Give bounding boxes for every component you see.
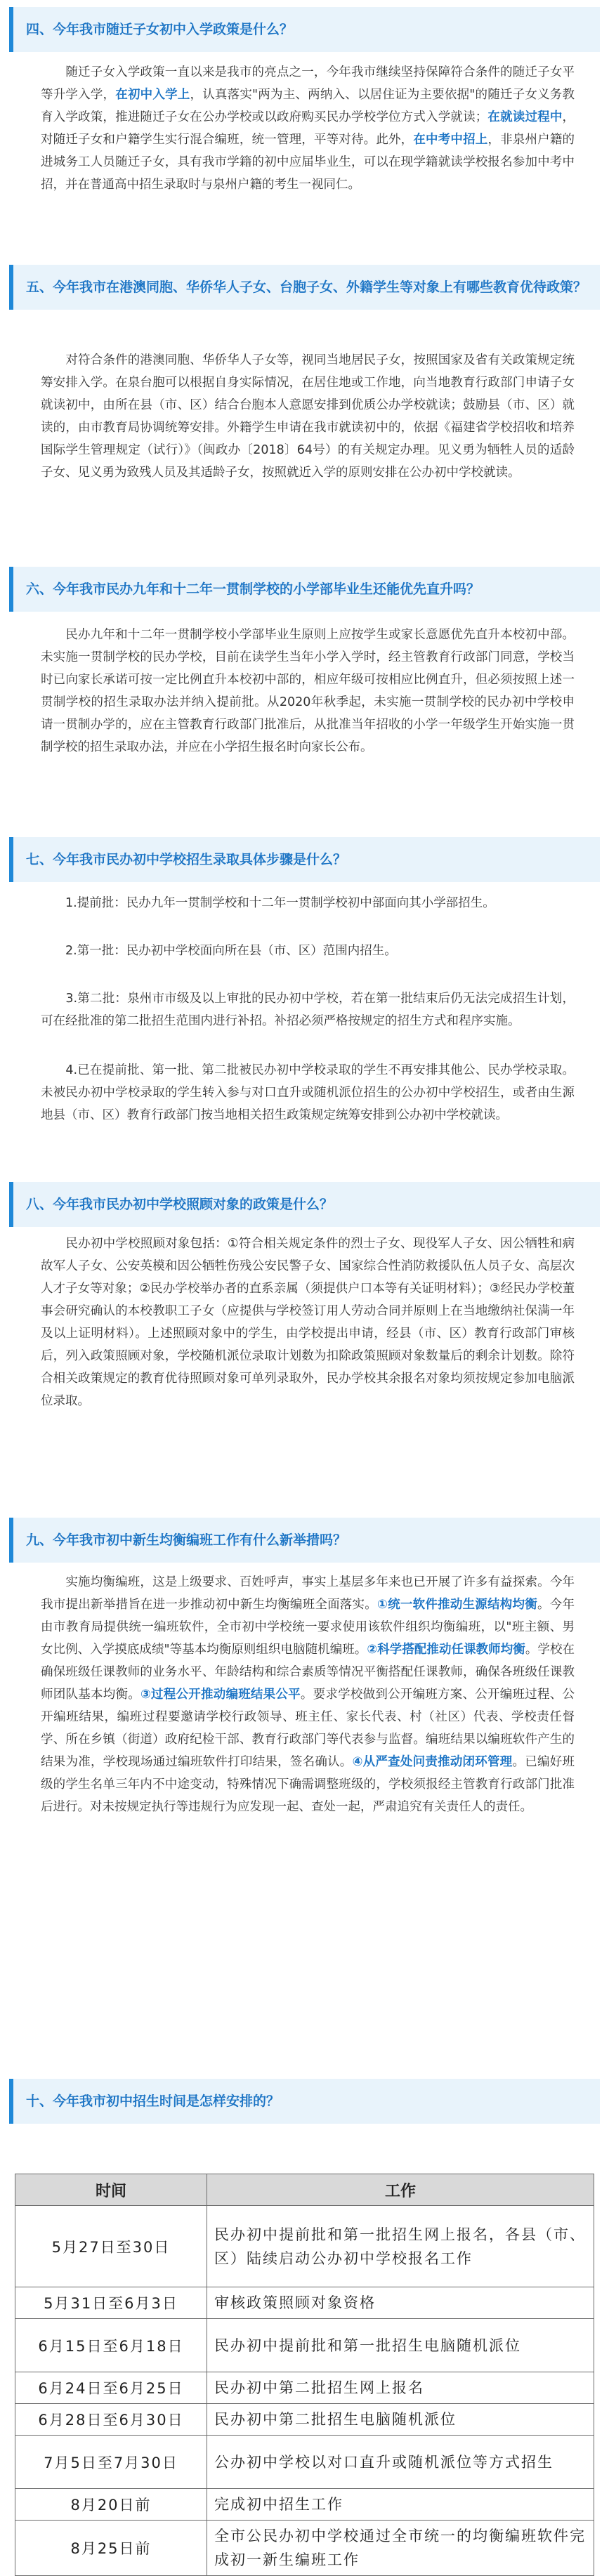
section-heading: 四、今年我市随迁子女初中入学政策是什么？ xyxy=(9,7,600,52)
table-row xyxy=(15,2489,594,2521)
schedule-work-cell: 公办初中学校以对口直升或随机派位等方式招生 xyxy=(207,2436,594,2489)
column-header-work: 工作 xyxy=(207,2174,594,2206)
section-paragraph: 实施均衡编班，这是上级要求、百姓呼声，事实上基层多年来也已开展了许多有益探索。今年我市提出新举措旨在进一步推动初中新生均衡编班全面落实。①统一软件推动生源结构均衡。今年由市教育局提供统一编班软件，全市初中学校统一要求使用该软件组织均衡编班，以"班主额、男女比例、入学摸底成绩"等基本均衡原则组织电脑随机编班。②科学搭配推动任课教师均衡。学校在确保班级任课教师的业务水平、年龄结构和综合素质等情况平衡搭配任课教师，确保各班级任课教师团队基本均衡。③过程公开推动编班结果公平。要求学校做到公开编班方案、公开编班过程、公开编班结果，编班过程要邀请学校行政领导、班主任、家长代表、村（社区）代表、学校责任督学、所在乡镇（街道）政府纪检干部、教育行政部门等代表参与监督。编班结果以编班软件产生的结果为准，学校现场通过编班软件打印结果，签名确认。④从严查处问责推动闭环管理。已编好班级的学生名单三年内不中途变动，特殊情况下确需调整班级的，学校须报经主管教育行政部门批准后进行。对未按规定执行等违规行为应发现一起、查处一起，严肃追究有关责任人的责任。 xyxy=(41,1575,575,1814)
section-heading: 六、今年我市民办九年和十二年一贯制学校的小学部毕业生还能优先直升吗？ xyxy=(9,567,600,612)
section-paragraph: 对符合条件的港澳同胞、华侨华人子女等，视同当地居民子女，按照国家及省有关政策规定统筹安排入学。在泉台胞可以根据自身实际情况，在居住地或工作地，向当地教育行政部门申请子女就读初中，由所在县（市、区）结合台胞本人意愿安排到优质公办学校就读；鼓励县（市、区）就读的，由市教育局协调统筹安排。外籍学生申请在我市就读初中的，依据《福建省学校招收和培养国际学生管理规定（试行）》（闽政办〔2018〕64号）的有关规定办理。见义勇为牺牲人员的适龄子女、见义勇为致残人员及其适龄子女，按照就近入学的原则安排在公办初中学校就读。 xyxy=(41,353,575,480)
table-header-row xyxy=(15,2174,594,2206)
highlight-phrase: 在初中入学上 xyxy=(115,88,190,102)
schedule-time-cell: 6月15日至6月18日 xyxy=(15,2319,207,2372)
section-heading: 七、今年我市民办初中学校招生录取具体步骤是什么？ xyxy=(9,837,600,882)
section-paragraph: 3.第二批：泉州市市级及以上审批的民办初中学校，若在第一批结束后仍无法完成招生计划，可在经批准的第二批招生范围内进行补招。补招必须严格按规定的招生方式和程序实施。 xyxy=(41,992,575,1028)
section-paragraph: 1.提前批：民办九年一贯制学校和十二年一贯制学校初中部面向其小学部招生。 xyxy=(65,896,495,910)
table-row xyxy=(15,2319,594,2372)
section-paragraph: 民办九年和十二年一贯制学校小学部毕业生原则上应按学生或家长意愿优先直升本校初中部。未实施一贯制学校的民办学校，目前在读学生当年小学入学时，经主管教育行政部门同意，学校当时已向家长承诺可按一定比例直升本校初中部的，相应年级可按相应比例直升，但必须按照上述一贯制学校的招生录取办法并纳入提前批。从2020年秋季起，未实施一贯制学校的民办初中学校申请一贯制办学的，应在主管教育行政部门批准后，从批准当年招收的小学一年级学生开始实施一贯制学校的招生录取办法，并应在小学招生报名时向家长公布。 xyxy=(41,628,575,754)
schedule-work-cell: 民办初中提前批和第一批招生电脑随机派位 xyxy=(207,2319,594,2372)
table-row xyxy=(15,2287,594,2319)
schedule-time-cell: 8月25日前 xyxy=(15,2521,207,2576)
section-heading: 九、今年我市初中新生均衡编班工作有什么新举措吗？ xyxy=(9,1518,600,1563)
highlight-phrase: ④从严查处问责推动闭环管理 xyxy=(352,1755,513,1769)
schedule-time-cell: 7月5日至7月30日 xyxy=(15,2436,207,2489)
schedule-work-cell: 审核政策照顾对象资格 xyxy=(207,2287,594,2319)
table-row xyxy=(15,2521,594,2576)
section-heading: 五、今年我市在港澳同胞、华侨华人子女、台胞子女、外籍学生等对象上有哪些教育优待政策？ xyxy=(9,265,600,310)
section-paragraph: 4.已在提前批、第一批、第二批被民办初中学校录取的学生不再安排其他公、民办学校录取。未被民办初中学校录取的学生转入参与对口直升或随机派位招生的公办初中学校招生，或者由生源地县（市、区）教育行政部门按当地相关招生政策规定统筹安排到公办初中学校就读。 xyxy=(41,1063,575,1122)
schedule-work-cell: 民办初中第二批招生电脑随机派位 xyxy=(207,2404,594,2436)
section-heading: 十、今年我市初中招生时间是怎样安排的？ xyxy=(9,2079,600,2124)
schedule-time-cell: 6月24日至6月25日 xyxy=(15,2372,207,2404)
section-paragraph: 民办初中学校照顾对象包括：①符合相关规定条件的烈士子女、现役军人子女、因公牺牲和病故军人子女、公安英模和因公牺牲伤残公安民警子女、国家综合性消防救援队伍人员子女、高层次人才子女等对象；②民办学校举办者的直系亲属（须提供户口本等有关证明材料）；③经民办学校董事会研究确认的本校教职工子女（应提供与学校签订用人劳动合同并原则上在当地缴纳社保满一年及以上证明材料）。上述照顾对象中的学生，由学校提出申请，经县（市、区）教育行政部门审核后，列入政策照顾对象，学校随机派位录取计划数为扣除政策照顾对象数量后的剩余计划数。除符合相关政策规定的教育优待照顾对象可单列录取外，民办学校其余报名对象均须按规定参加电脑派位录取。 xyxy=(41,1237,575,1408)
schedule-time-cell: 5月31日至6月3日 xyxy=(15,2287,207,2319)
section-paragraph: 随迁子女入学政策一直以来是我市的亮点之一，今年我市继续坚持保障符合条件的随迁子女平等升学入学，在初中入学上，认真落实"两为主、两纳入、以居住证为主要依据"的随迁子女义务教育入学政策，推进随迁子女在公办学校或以政府购买民办学校学位方式入学就读；在就读过程中，对随迁子女和户籍学生实行混合编班，统一管理，平等对待。此外，在中考中招上，非泉州户籍的进城务工人员随迁子女，具有我市学籍的初中应届毕业生，可以在现学籍就读学校报名参加中考中招，并在普通高中招生录取时与泉州户籍的考生一视同仁。 xyxy=(41,65,575,192)
schedule-work-cell: 完成初中招生工作 xyxy=(207,2489,594,2521)
section-heading: 八、今年我市民办初中学校照顾对象的政策是什么？ xyxy=(9,1182,600,1227)
highlight-phrase: ③过程公开推动编班结果公平 xyxy=(140,1688,301,1702)
highlight-phrase: ②科学搭配推动任课教师均衡 xyxy=(367,1643,525,1657)
table-row xyxy=(15,2206,594,2287)
table-row xyxy=(15,2436,594,2489)
schedule-time-cell: 8月20日前 xyxy=(15,2489,207,2521)
schedule-time-cell: 6月28日至6月30日 xyxy=(15,2404,207,2436)
schedule-time-cell: 5月27日至30日 xyxy=(15,2206,207,2287)
schedule-work-cell: 民办初中提前批和第一批招生网上报名，各县（市、区）陆续启动公办初中学校报名工作 xyxy=(207,2206,594,2287)
table-row xyxy=(15,2404,594,2436)
schedule-work-cell: 民办初中第二批招生网上报名 xyxy=(207,2372,594,2404)
schedule-table xyxy=(15,2174,594,2576)
section-paragraph: 2.第一批：民办初中学校面向所在县（市、区）范围内招生。 xyxy=(65,944,397,958)
highlight-phrase: ①统一软件推动生源结构均衡 xyxy=(377,1598,538,1612)
table-row xyxy=(15,2372,594,2404)
highlight-phrase: 在就读过程中 xyxy=(487,110,563,124)
schedule-work-cell: 全市公民办初中学校通过全市统一的均衡编班软件完成初一新生编班工作 xyxy=(207,2521,594,2576)
highlight-phrase: 在中考中招上 xyxy=(413,133,488,147)
column-header-time: 时间 xyxy=(15,2174,207,2206)
